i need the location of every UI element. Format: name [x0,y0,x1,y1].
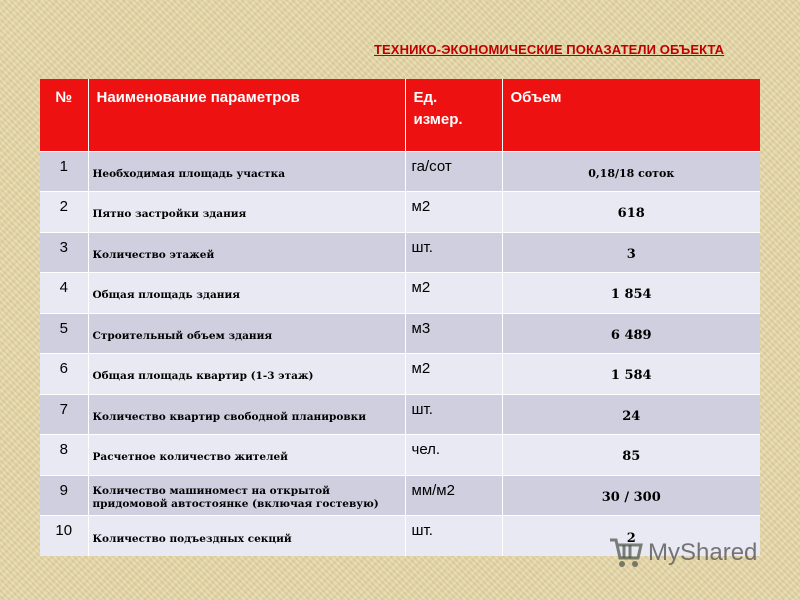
table-row [40,313,760,354]
cart-icon [608,536,644,570]
row-unit: шт. [405,516,502,557]
row-volume: 30 / 300 [502,475,760,516]
table-row [40,394,760,435]
table-row [40,232,760,273]
header-unit-line1: Ед. [413,89,438,106]
parameters-table [40,79,760,556]
row-name: Количество этажей [88,232,405,273]
row-name: Количество машиномест на открытой придомовой автостоянке (включая гостевую) [88,475,405,516]
row-unit: м2 [405,192,502,233]
row-volume: 0,18/18 соток [502,151,760,192]
row-unit: м3 [405,313,502,354]
row-unit: мм/м2 [405,475,502,516]
row-num: 3 [40,232,88,273]
table-row [40,192,760,233]
row-volume: 1 584 [502,354,760,395]
row-volume: 618 [502,192,760,233]
row-unit: шт. [405,232,502,273]
header-num: № [40,79,88,151]
row-unit: чел. [405,435,502,476]
row-volume: 2 [502,516,760,557]
row-name: Количество подъездных секций [88,516,405,557]
row-name: Пятно застройки здания [88,192,405,233]
row-num: 9 [40,475,88,516]
table-header-row [40,79,760,151]
row-num: 6 [40,354,88,395]
row-volume: 6 489 [502,313,760,354]
row-unit: га/сот [405,151,502,192]
row-name: Общая площадь квартир (1-3 этаж) [88,354,405,395]
header-unit-line2: измер. [413,111,463,128]
row-num: 10 [40,516,88,557]
table-row [40,435,760,476]
row-name: Строительный объем здания [88,313,405,354]
row-name: Расчетное количество жителей [88,435,405,476]
page-title: ТЕХНИКО-ЭКОНОМИЧЕСКИЕ ПОКАЗАТЕЛИ ОБЪЕКТА [374,42,725,57]
row-name: Количество квартир свободной планировки [88,394,405,435]
row-num: 7 [40,394,88,435]
row-num: 2 [40,192,88,233]
watermark-text: MyShared [648,539,758,566]
header-name: Наименование параметров [88,79,405,151]
row-volume: 3 [502,232,760,273]
row-num: 1 [40,151,88,192]
header-volume: Объем [510,89,562,106]
row-unit: шт. [405,394,502,435]
row-unit: м2 [405,354,502,395]
row-volume: 85 [502,435,760,476]
table-row [40,151,760,192]
row-num: 5 [40,313,88,354]
table-row [40,354,760,395]
table-row [40,273,760,314]
row-name: Необходимая площадь участка [88,151,405,192]
row-volume: 1 854 [502,273,760,314]
row-num: 4 [40,273,88,314]
row-unit: м2 [405,273,502,314]
header-unit [405,79,502,151]
row-volume: 24 [502,394,760,435]
row-name: Общая площадь здания [88,273,405,314]
watermark [608,536,757,570]
row-num: 8 [40,435,88,476]
table-row [40,475,760,516]
